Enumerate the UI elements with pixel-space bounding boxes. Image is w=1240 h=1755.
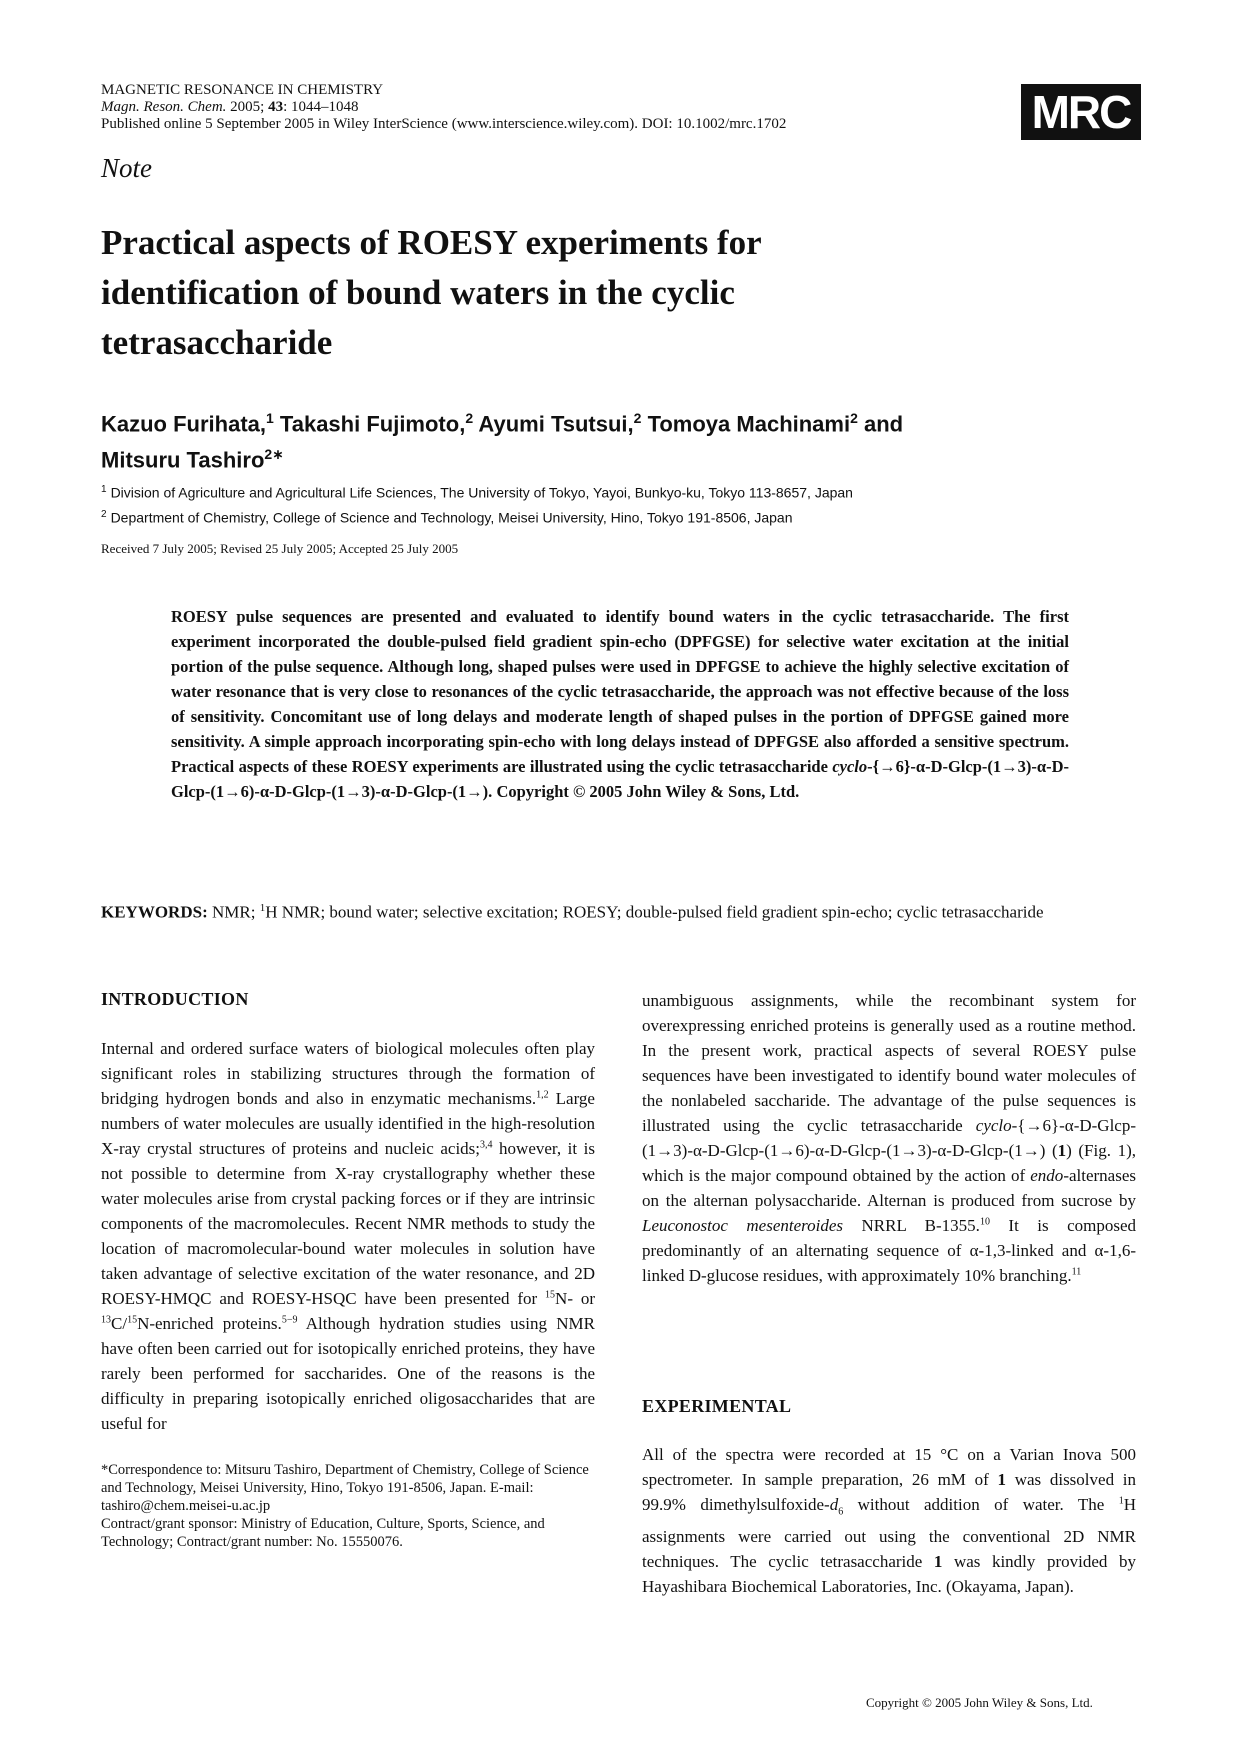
journal-header (101, 82, 786, 133)
introduction-text: Internal and ordered surface waters of biological molecules often play significant roles in stabilizing structures through the formation of bridging hydrogen bonds and also in enzymatic mechanisms.$^{1,2}$ Large numbers of water molecules are usually identified in the high-resolution X-ray crystal structures of proteins and nucleic acids;$^{3,4}$ however, it is not possible to determine from X-ray crystallography whether these water molecules arise from crystal packing forces or if they are intrinsic components of the macromolecules. Recent NMR methods to study the location of macromolecular-bound water molecules in solution have taken advantage of selective excitation of the water resonance, and 2D ROESY-HMQC and ROESY-HSQC have been presented for $^{15}$N- or $^{13}$C/$^{15}$N-enriched proteins.$^{5-9}$ Although hydration studies using NMR have often been carried out for isotopically enriched proteins, they have rarely been performed for saccharides. One of the reasons is the difficulty in preparing isotopically enriched oligosaccharides that are useful for (101, 1039, 596, 1433)
article-title (101, 218, 1001, 368)
introduction-continued: unambiguous assignments, while the recombinant system for overexpressing enriched proteins is generally used as a routine method. In the present work, practical aspects of several ROESY pulse sequences have been investigated to identify bound water molecules of the nonlabeled saccharide. The advantage of the pulse sequences is illustrated using the cyclic tetrasaccharide cyclo-{→6}-α-D-Glcp-(1→3)-α-D-Glcp-(1→6)-α-D-Glcp-(1→3)-α-D-Glcp-(1→) (1) (Fig. 1), which is the major compound obtained by the action of endo-alternases on the alternan polysaccharide. Alternan is produced from sucrose by Leuconostoc mesenteroides NRRL B-1355.10 It is composed predominantly of an alternating sequence of α-1,3-linked and α-1,6-linked D-glucose residues, with approximately 10% branching.$^{11}$ (642, 991, 1136, 1285)
title-line: tetrasaccharide (101, 323, 333, 362)
journal-name: MAGNETIC RESONANCE IN CHEMISTRY (101, 82, 384, 98)
experimental-text: All of the spectra were recorded at 15 °C on a Varian Inova 500 spectrometer. In sample preparation, 26 mM of 1 was dissolved in 99.9% dimethylsulfoxide-$d_6$ without addition of water. The $^1$H assignments were carried out using the conventional 2D NMR techniques. The cyclic tetrasaccharide 1 was kindly provided by Hayashibara Biochemical Laboratories, Inc. (Okayama, Japan). (642, 1445, 1136, 1597)
citation: Magn. Reson. Chem. 2005; 43: 1044–1048 (101, 99, 359, 115)
experimental-heading: EXPERIMENTAL (642, 1396, 792, 1416)
footnote (101, 1461, 601, 1551)
received-dates: Received 7 July 2005; Revised 25 July 2005; Accepted 25 July 2005 (101, 541, 459, 556)
page-copyright: Copyright © 2005 John Wiley & Sons, Ltd. (866, 1695, 1093, 1710)
affiliation: $^2$ Department of Chemistry, College of Science and Technology, Meisei University, Hino, Tokyo 191-8506, Japan (101, 508, 793, 526)
author-list: Kazuo Furihata,$^1$ Takashi Fujimoto,$^2$ Ayumi Tsutsui,$^2$ Tomoya Machinami$^2$ and Mitsuru Tashiro$^{2∗}$ (101, 410, 904, 473)
title-line: identification of bound waters in the cyclic (101, 273, 735, 312)
keywords: KEYWORDS: NMR; $^1$H NMR; bound water; selective excitation; ROESY; double-pulsed field gradient spin-echo; cyclic tetrasaccharide (101, 902, 1044, 922)
correspondence-note: *Correspondence to: Mitsuru Tashiro, Department of Chemistry, College of Science and Technology, Meisei University, Hino, Tokyo 191-8506, Japan. E-mail: tashiro@chem.meisei-u.ac.jp (101, 1462, 589, 1514)
introduction-heading: INTRODUCTION (101, 989, 249, 1009)
affiliations (101, 479, 1151, 528)
title-line: Practical aspects of ROESY experiments for (101, 223, 762, 262)
article-type: Note (101, 153, 152, 183)
journal-logo: MRC (1021, 84, 1141, 140)
abstract: ROESY pulse sequences are presented and evaluated to identify bound waters in the cyclic tetrasaccharide. The first experiment incorporated the double-pulsed field gradient spin-echo (DPFGSE) for selective water excitation at the initial portion of the pulse sequence. Although long, shaped pulses were used in DPFGSE to achieve the highly selective excitation of water resonance that is very close to resonances of the cyclic tetrasaccharide, the approach was not effective because of the loss of sensitivity. Concomitant use of long delays and moderate length of shaped pulses in the portion of DPFGSE gained more sensitivity. A simple approach incorporating spin-echo with long delays instead of DPFGSE also afforded a sensitive spectrum. Practical aspects of these ROESY experiments are illustrated using the cyclic tetrasaccharide cyclo-{→6}-α-D-Glcp-(1→3)-α-D-Glcp-(1→6)-α-D-Glcp-(1→3)-α-D-Glcp-(1→). Copyright © 2005 John Wiley & Sons, Ltd. (171, 607, 1069, 801)
grant-note: Contract/grant sponsor: Ministry of Education, Culture, Sports, Science, and Technology; Contract/grant number: No. 15550076. (101, 1516, 545, 1550)
published-line: Published online 5 September 2005 in Wiley InterScience (www.interscience.wiley.com). DOI: 10.1002/mrc.1702 (101, 116, 787, 132)
affiliation: $^1$ Division of Agriculture and Agricultural Life Sciences, The University of Tokyo, Yayoi, Bunkyo-ku, Tokyo 113-8657, Japan (101, 484, 853, 501)
